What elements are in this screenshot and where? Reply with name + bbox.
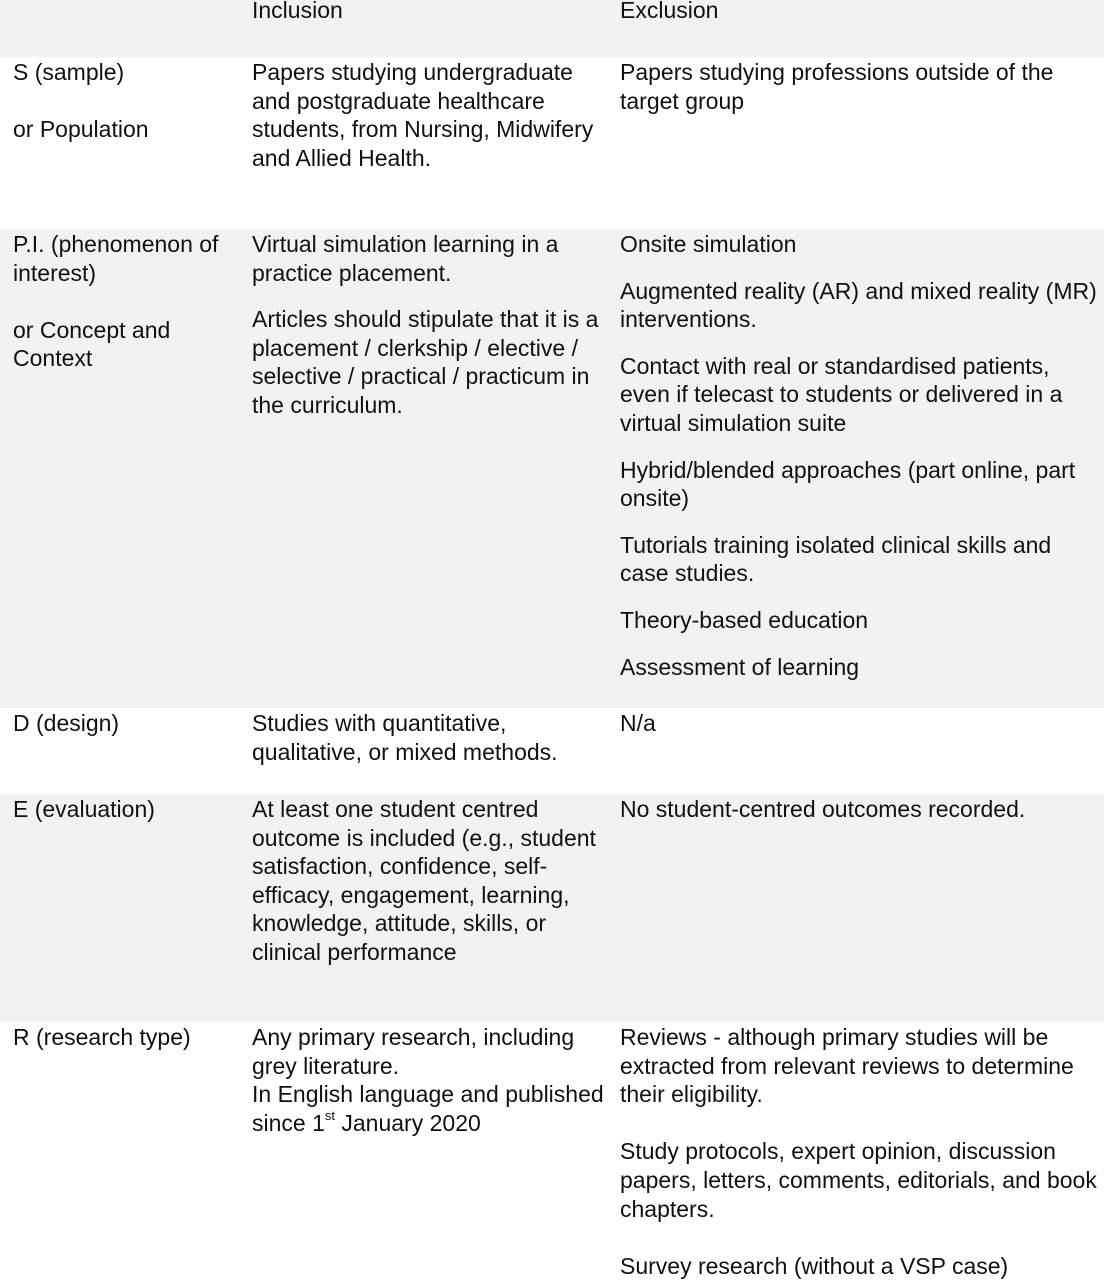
table-header-row [0, 0, 1104, 57]
criterion-cell [0, 229, 240, 708]
exclusion-cell [608, 57, 1104, 229]
criterion-label: P.I. (phenomenon of interest) [13, 231, 219, 286]
criterion-cell [0, 794, 240, 1022]
header-cell-inclusion: Inclusion [252, 0, 343, 23]
inclusion-text: Articles should stipulate that it is a placement / clerkship / elective / selective / practical / practicum in the curriculum. [252, 306, 599, 418]
inclusion-text-part: In English language and published since 1 [252, 1081, 604, 1136]
exclusion-text: Assessment of learning [620, 653, 860, 680]
inclusion-text: Papers studying undergraduate and postgraduate healthcare students, from Nursing, Midwifery and Allied Health. [252, 59, 594, 171]
header-cell-criterion [0, 0, 240, 57]
inclusion-cell [240, 794, 608, 1022]
table-row-phenomenon [0, 229, 1104, 708]
exclusion-text: Study protocols, expert opinion, discussion papers, letters, comments, editorials, and book chapters. [620, 1138, 1097, 1222]
table-row-sample [0, 57, 1104, 229]
inclusion-cell [240, 57, 608, 229]
criterion-cell [0, 57, 240, 229]
inclusion-text: Any primary research, including grey literature. [252, 1024, 575, 1079]
criterion-cell [0, 708, 240, 794]
exclusion-text: Onsite simulation [620, 231, 797, 257]
exclusion-text: Contact with real or standardised patients, even if telecast to students or delivered in a virtual simulation suite [620, 352, 1063, 436]
table-row-evaluation [0, 794, 1104, 1022]
exclusion-cell [608, 1022, 1104, 1280]
criterion-cell [0, 1022, 240, 1280]
inclusion-cell [240, 229, 608, 708]
exclusion-cell [608, 708, 1104, 794]
criterion-label: E (evaluation) [13, 796, 155, 822]
inclusion-text-part: January 2020 [335, 1109, 481, 1136]
criterion-label: R (research type) [13, 1024, 191, 1050]
exclusion-text: No student-centred outcomes recorded. [620, 796, 1026, 822]
criterion-label: D (design) [13, 710, 120, 736]
exclusion-text: Augmented reality (AR) and mixed reality (MR) interventions. [620, 277, 1097, 333]
ordinal-suffix: st [324, 1108, 335, 1124]
table-row-design [0, 708, 1104, 794]
inclusion-text: Virtual simulation learning in a practice placement. [252, 231, 559, 286]
exclusion-text: N/a [620, 710, 656, 736]
inclusion-text [252, 1080, 608, 1137]
inclusion-text: Studies with quantitative, qualitative, or mixed methods. [252, 710, 558, 765]
inclusion-cell [240, 1022, 608, 1280]
criterion-label-alt: or Concept and Context [13, 316, 171, 372]
exclusion-text: Papers studying professions outside of the target group [620, 59, 1054, 114]
table-row-research-type [0, 1022, 1104, 1280]
exclusion-text: Survey research (without a VSP case) [620, 1252, 1009, 1279]
exclusion-text: Theory-based education [620, 606, 869, 633]
exclusion-text: Tutorials training isolated clinical skills and case studies. [620, 531, 1052, 587]
exclusion-text: Reviews - although primary studies will be extracted from relevant reviews to determine their eligibility. [620, 1024, 1074, 1108]
inclusion-cell [240, 708, 608, 794]
header-cell-exclusion: Exclusion [620, 0, 719, 23]
criterion-label-alt: or Population [13, 116, 149, 143]
inclusion-text: At least one student centred outcome is included (e.g., student satisfaction, confidence, self-efficacy, engagement, learning, knowledge, attitude, skills, or clinical performance [252, 796, 596, 965]
exclusion-cell [608, 794, 1104, 1022]
criterion-label: S (sample) [13, 59, 125, 85]
exclusion-cell [608, 229, 1104, 708]
exclusion-text: Hybrid/blended approaches (part online, part onsite) [620, 456, 1076, 512]
